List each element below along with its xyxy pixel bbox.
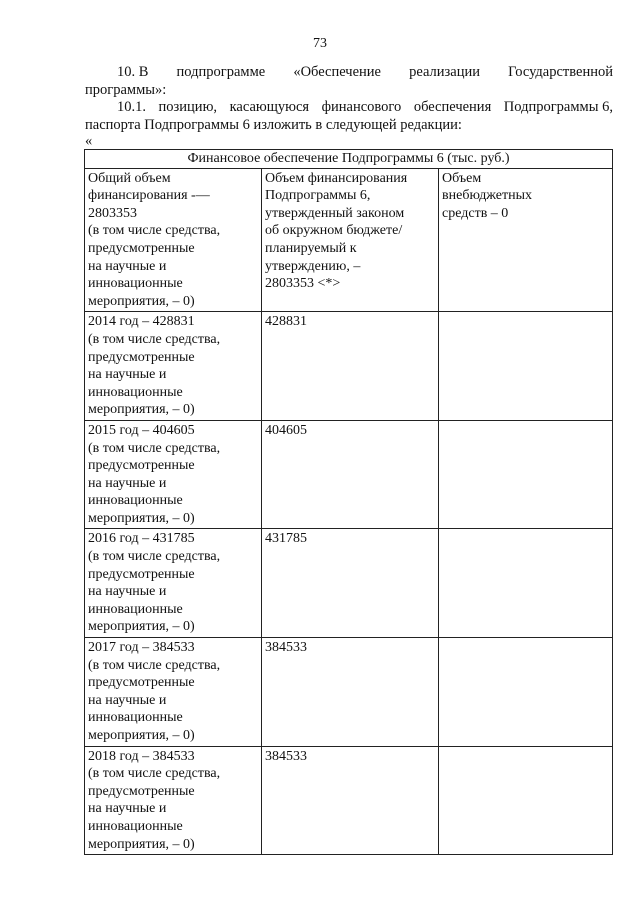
cell-line: на научные и	[88, 692, 167, 708]
cell-line: (в том числе средства,	[88, 766, 221, 782]
word: реализации	[409, 64, 480, 80]
cell-line: об окружном бюджете/	[265, 223, 403, 239]
cell-line: на научные и	[88, 258, 167, 274]
cell-line: внебюджетных	[442, 188, 533, 204]
word: подпрограмме	[176, 64, 266, 80]
cell-line: 2803353	[88, 205, 137, 221]
word: 10.1.	[117, 99, 146, 115]
cell-line: инновационные	[88, 493, 183, 509]
year-offbudget-cell	[439, 420, 613, 529]
table-header-row	[85, 168, 613, 312]
paragraph-10-first-line	[85, 63, 613, 81]
cell-line: (в том числе средства,	[88, 223, 221, 239]
cell-line: 2803353 <*>	[265, 276, 341, 292]
header-total-cell	[85, 168, 262, 312]
cell-line: мероприятия, – 0)	[88, 836, 195, 852]
word: обеспечения	[413, 99, 492, 115]
page-number: 73	[313, 36, 327, 51]
cell-line: (в том числе средства,	[88, 549, 221, 565]
word: финансового	[321, 99, 402, 115]
table-row	[85, 529, 613, 638]
word: позицию,	[158, 99, 218, 115]
cell-line: предусмотренные	[88, 349, 195, 365]
cell-line: инновационные	[88, 818, 183, 834]
header-offbudget-cell	[439, 168, 613, 312]
cell-line: 2017 год – 384533	[88, 640, 195, 656]
table-row	[85, 638, 613, 747]
cell-line: инновационные	[88, 601, 183, 617]
cell-line: предусмотренные	[88, 240, 195, 256]
cell-line: Подпрограммы 6,	[265, 188, 371, 204]
cell-line: мероприятия, – 0)	[88, 510, 195, 526]
open-quote: «	[85, 133, 93, 149]
year-budget-cell: 384533	[262, 746, 439, 855]
cell-line: (в том числе средства,	[88, 331, 221, 347]
cell-line: инновационные	[88, 276, 183, 292]
cell-line: на научные и	[88, 584, 167, 600]
table-row	[85, 312, 613, 421]
year-budget-cell: 428831	[262, 312, 439, 421]
cell-line: финансирования -—	[88, 188, 210, 204]
cell-line: 2015 год – 404605	[88, 422, 195, 438]
cell-line: мероприятия, – 0)	[88, 402, 195, 418]
cell-line: утвержденный законом	[265, 205, 405, 221]
table-caption: Финансовое обеспечение Подпрограммы 6 (тыс. руб.)	[85, 150, 613, 169]
paragraph-10-1-second-line: паспорта Подпрограммы 6 изложить в следующей редакции:	[85, 117, 462, 133]
cell-line: инновационные	[88, 710, 183, 726]
year-total-cell	[85, 638, 262, 747]
cell-line: Объем	[442, 170, 482, 186]
cell-line: 2018 год – 384533	[88, 748, 195, 764]
paragraph-10-1	[85, 98, 613, 134]
cell-line: предусмотренные	[88, 675, 195, 691]
year-budget-cell: 384533	[262, 638, 439, 747]
cell-line: мероприятия, – 0)	[88, 619, 195, 635]
financing-table	[84, 149, 613, 855]
cell-line: (в том числе средства,	[88, 440, 221, 456]
cell-line: предусмотренные	[88, 458, 195, 474]
cell-line: на научные и	[88, 475, 167, 491]
cell-line: утверждению, –	[265, 258, 361, 274]
year-total-cell	[85, 312, 262, 421]
word: касающуюся	[229, 99, 310, 115]
word: Государственной	[508, 64, 613, 80]
cell-line: (в том числе средства,	[88, 657, 221, 673]
year-budget-cell: 404605	[262, 420, 439, 529]
year-offbudget-cell	[439, 529, 613, 638]
cell-line: Общий объем	[88, 170, 171, 186]
cell-line: на научные и	[88, 801, 167, 817]
cell-line: мероприятия, – 0)	[88, 728, 195, 743]
year-total-cell	[85, 420, 262, 529]
paragraph-10-second-line: программы»:	[85, 82, 167, 98]
cell-line: инновационные	[88, 384, 183, 400]
paragraph-10	[85, 63, 613, 99]
table-row	[85, 746, 613, 855]
cell-line: на научные и	[88, 367, 167, 383]
year-total-cell	[85, 529, 262, 638]
cell-line: планируемый к	[265, 240, 357, 256]
year-total-cell	[85, 746, 262, 855]
cell-line: предусмотренные	[88, 566, 195, 582]
year-offbudget-cell	[439, 638, 613, 747]
year-offbudget-cell	[439, 746, 613, 855]
cell-line: 2016 год – 431785	[88, 531, 195, 547]
cell-line: мероприятия, – 0)	[88, 293, 195, 309]
word: 10. В	[117, 64, 149, 80]
header-budget-cell	[262, 168, 439, 312]
cell-line: Объем финансирования	[265, 170, 408, 186]
cell-line: предусмотренные	[88, 783, 195, 799]
cell-line: 2014 год – 428831	[88, 314, 195, 330]
year-offbudget-cell	[439, 312, 613, 421]
table-row	[85, 420, 613, 529]
year-budget-cell: 431785	[262, 529, 439, 638]
cell-line: средств – 0	[442, 205, 509, 221]
word: Подпрограммы 6,	[503, 99, 613, 115]
paragraph-10-1-first-line	[85, 98, 613, 116]
word: «Обеспечение	[293, 64, 381, 80]
